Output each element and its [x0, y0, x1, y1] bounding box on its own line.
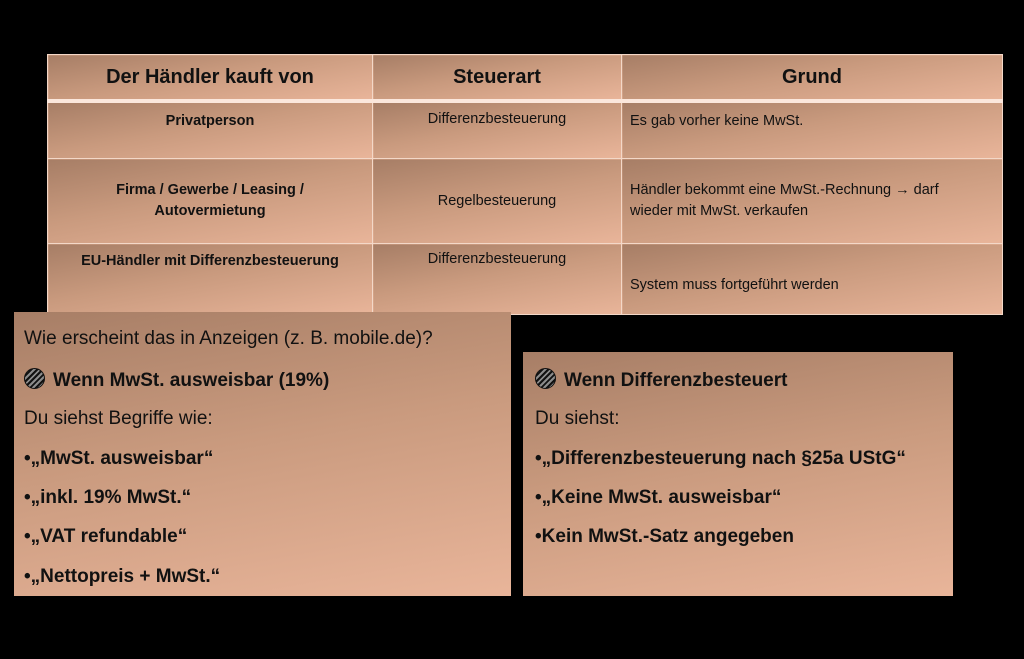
table-row — [48, 159, 1003, 244]
list-item: •Kein MwSt.-Satz angegeben — [535, 526, 794, 547]
hatched-circle-icon — [24, 368, 45, 389]
buyer-cell: Firma / Gewerbe / Leasing / Autovermietung — [48, 159, 373, 244]
tax-table — [47, 54, 1003, 315]
vat-deductible-box — [14, 312, 511, 596]
column-header: Steuerart — [373, 55, 622, 102]
list-item: •„inkl. 19% MwSt.“ — [24, 487, 192, 508]
margin-taxed-box — [523, 352, 953, 596]
table-header-row — [48, 55, 1003, 102]
column-header: Der Händler kauft von — [48, 55, 373, 102]
buyer-cell: Privatperson — [48, 101, 373, 159]
tax-type-cell: Differenzbesteuerung — [373, 244, 622, 315]
reason-cell: Es gab vorher keine MwSt. — [622, 101, 1003, 159]
section-heading: Wenn Differenzbesteuert — [535, 368, 787, 392]
list-item: •„Keine MwSt. ausweisbar“ — [535, 487, 782, 508]
tax-type-cell: Regelbesteuerung — [373, 159, 622, 244]
hatched-circle-icon — [535, 368, 556, 389]
column-header: Grund — [622, 55, 1003, 102]
section-heading: Wenn MwSt. ausweisbar (19%) — [24, 368, 329, 392]
table-row — [48, 101, 1003, 159]
buyer-cell: EU-Händler mit Differenzbesteuerung — [48, 244, 373, 315]
intro-text: Du siehst: — [535, 408, 620, 429]
intro-text: Du siehst Begriffe wie: — [24, 408, 213, 429]
question-text: Wie erscheint das in Anzeigen (z. B. mobile.de)? — [24, 328, 433, 349]
reason-cell: System muss fortgeführt werden — [622, 244, 1003, 315]
list-item: •„VAT refundable“ — [24, 526, 188, 547]
list-item: •„Differenzbesteuerung nach §25a UStG“ — [535, 448, 906, 469]
list-item: •„Nettopreis + MwSt.“ — [24, 566, 221, 587]
table-row — [48, 244, 1003, 315]
tax-type-cell: Differenzbesteuerung — [373, 101, 622, 159]
list-item: •„MwSt. ausweisbar“ — [24, 448, 214, 469]
reason-cell: Händler bekommt eine MwSt.-Rechnung → darf wieder mit MwSt. verkaufen — [622, 159, 1003, 244]
